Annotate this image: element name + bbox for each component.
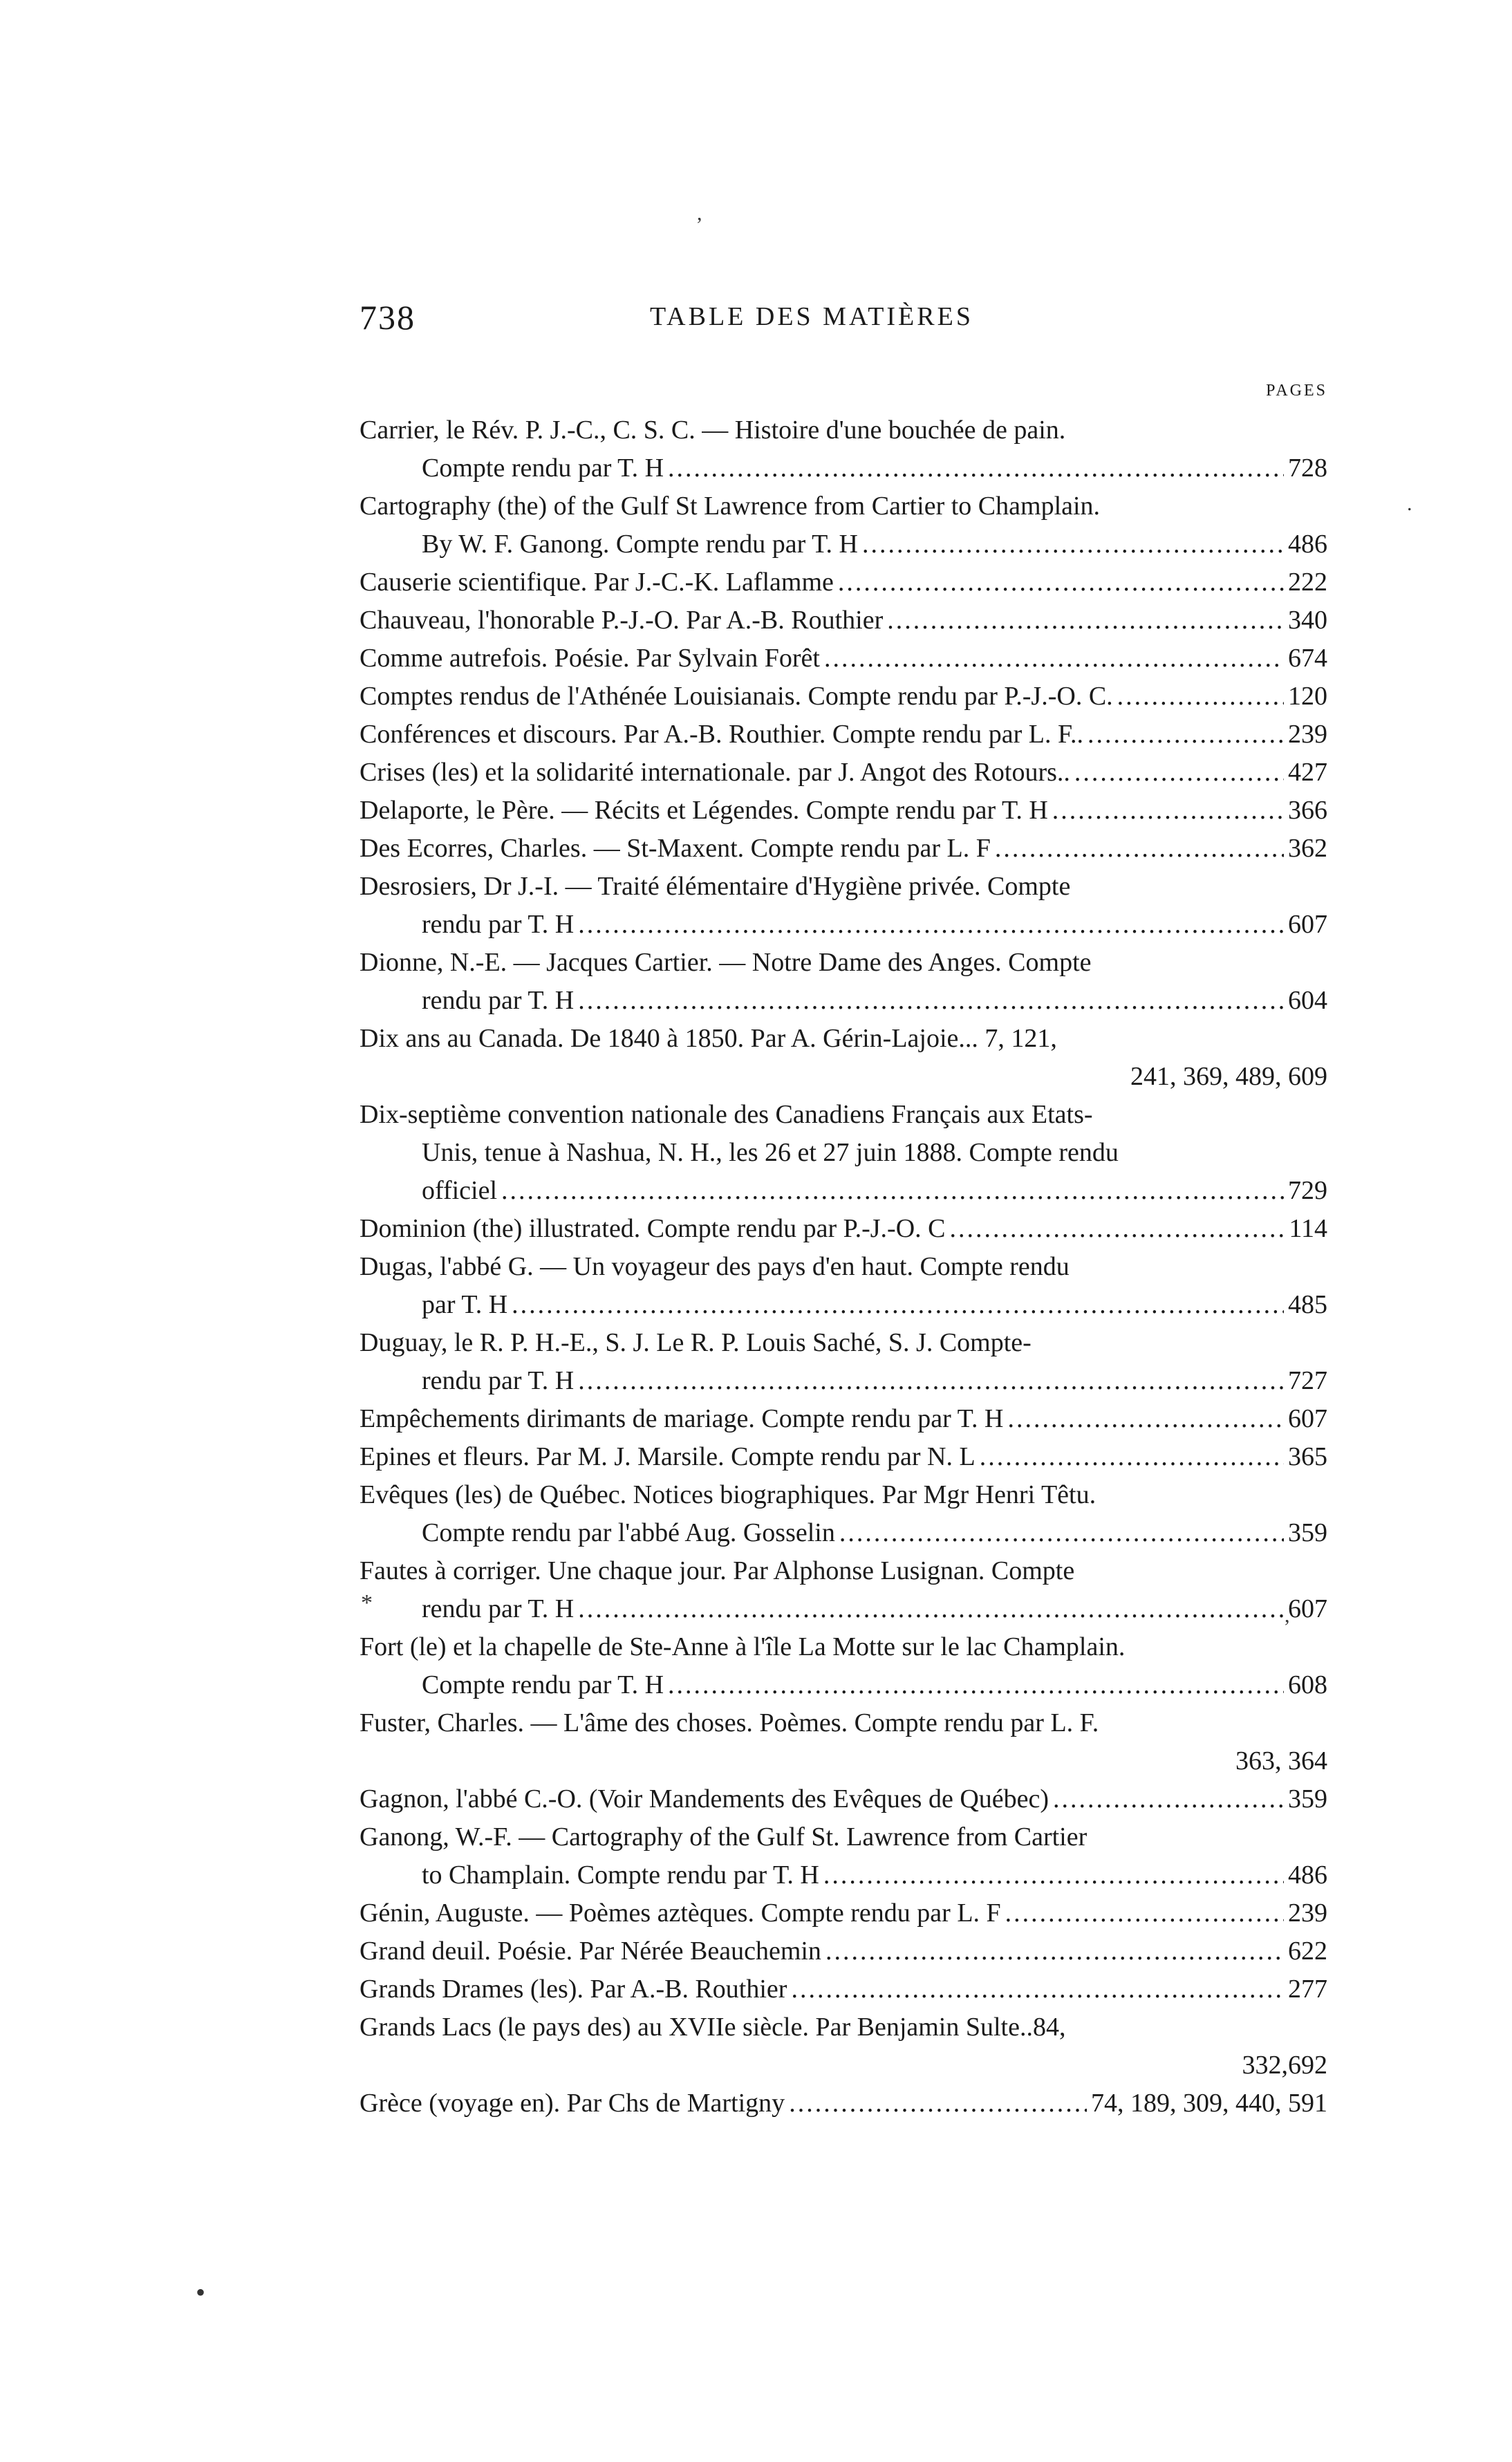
toc-entry-text: Des Ecorres, Charles. — St-Maxent. Compte rendu par L. F xyxy=(360,834,991,863)
toc-entry-line xyxy=(360,1172,1327,1210)
toc-entry xyxy=(360,1324,1327,1400)
toc-entry xyxy=(360,411,1327,487)
dot-leader xyxy=(578,1590,1284,1628)
toc-entry-line xyxy=(360,1096,1327,1134)
toc-page-number: 729 xyxy=(1288,1176,1327,1205)
toc-entry xyxy=(360,1894,1327,1932)
toc-entry-text: Chauveau, l'honorable P.-J.-O. Par A.-B. Routhier xyxy=(360,606,884,635)
toc-entry-line xyxy=(360,868,1327,906)
toc-page-number: 607 xyxy=(1288,1404,1327,1433)
dot-leader xyxy=(1005,1894,1284,1932)
toc-entry-text: Causerie scientifique. Par J.-C.-K. Laflamme xyxy=(360,568,834,597)
toc-entry-line xyxy=(360,1400,1327,1438)
toc-entry-text: Compte rendu par T. H xyxy=(422,1670,664,1699)
toc-entry-text: 363, 364 xyxy=(1235,1746,1327,1775)
toc-entry-line xyxy=(360,601,1327,640)
toc-entry-text: to Champlain. Compte rendu par T. H xyxy=(422,1861,819,1890)
toc-entry xyxy=(360,716,1327,754)
page-header xyxy=(360,297,1327,400)
toc-page-number: 362 xyxy=(1288,834,1327,863)
dot-leader xyxy=(1007,1400,1284,1438)
toc-page-number: 366 xyxy=(1288,796,1327,825)
toc-page-number: 485 xyxy=(1288,1290,1327,1319)
toc-entry-text: Ganong, W.-F. — Cartography of the Gulf St. Lawrence from Cartier xyxy=(360,1822,1088,1852)
toc-entry-text: Evêques (les) de Québec. Notices biographiques. Par Mgr Henri Têtu. xyxy=(360,1480,1096,1509)
toc-entry-text: Comme autrefois. Poésie. Par Sylvain Forêt xyxy=(360,644,820,673)
toc-entry xyxy=(360,1210,1327,1248)
toc-entry xyxy=(360,1248,1327,1324)
toc-entry xyxy=(360,792,1327,830)
toc-page-number: 486 xyxy=(1288,530,1327,559)
dot-leader xyxy=(578,982,1284,1020)
toc-entry xyxy=(360,1020,1327,1096)
toc-page-number: 74, 189, 309, 440, 591 xyxy=(1091,2089,1327,2118)
toc-entry-line xyxy=(360,830,1327,868)
toc-entry-text: rendu par T. H xyxy=(422,1594,575,1623)
dot-leader xyxy=(789,2085,1087,2123)
toc-entry-line xyxy=(360,563,1327,601)
toc-page-number: 608 xyxy=(1288,1670,1327,1699)
toc-entry-text: Epines et fleurs. Par M. J. Marsile. Compte rendu par N. L xyxy=(360,1442,976,1471)
toc-entry-text: Dominion (the) illustrated. Compte rendu par P.-J.-O. C xyxy=(360,1214,946,1243)
toc-entry xyxy=(360,1970,1327,2008)
toc-entry-line xyxy=(360,1362,1327,1400)
toc-entry-text: Dix ans au Canada. De 1840 à 1850. Par A. Gérin-Lajoie... 7, 121, xyxy=(360,1024,1057,1053)
toc-entry-line xyxy=(360,982,1327,1020)
toc-entry-line xyxy=(360,1932,1327,1970)
toc-entry-line xyxy=(360,1590,1327,1628)
toc-entry-line xyxy=(360,1742,1327,1780)
toc-entry-text: rendu par T. H xyxy=(422,910,575,939)
toc-page-number: 239 xyxy=(1288,1899,1327,1928)
toc-entry xyxy=(360,1932,1327,1970)
toc-page-number: 120 xyxy=(1288,682,1327,711)
margin-speck: • xyxy=(196,2277,206,2308)
toc-entry-text: Desrosiers, Dr J.-I. — Traité élémentaire d'Hygiène privée. Compte xyxy=(360,872,1071,901)
toc-entry xyxy=(360,2008,1327,2085)
toc-entry xyxy=(360,563,1327,601)
toc-entry-text: par T. H xyxy=(422,1290,508,1319)
toc-entry-text: By W. F. Ganong. Compte rendu par T. H xyxy=(422,530,858,559)
toc-page-number: 486 xyxy=(1288,1861,1327,1890)
toc-page-number: 114 xyxy=(1289,1214,1327,1243)
toc-entry-line xyxy=(360,525,1327,563)
toc-entry-line xyxy=(360,944,1327,982)
toc-entry xyxy=(360,754,1327,792)
toc-entry-line xyxy=(360,1856,1327,1894)
toc-page-number: 727 xyxy=(1288,1366,1327,1395)
toc-entry-line xyxy=(360,640,1327,678)
toc-entry-text: Grands Drames (les). Par A.-B. Routhier xyxy=(360,1975,787,2004)
toc-entry xyxy=(360,944,1327,1020)
dot-leader xyxy=(838,563,1284,601)
toc-entry xyxy=(360,1628,1327,1704)
toc-entry xyxy=(360,1400,1327,1438)
toc-entry xyxy=(360,1704,1327,1780)
toc-entry-text: Génin, Auguste. — Poèmes aztèques. Compte rendu par L. F xyxy=(360,1899,1001,1928)
dot-leader xyxy=(980,1438,1284,1476)
toc-entry-text: Cartography (the) of the Gulf St Lawrence from Cartier to Champlain. xyxy=(360,492,1101,521)
toc-entry-line xyxy=(360,1134,1327,1172)
dot-leader xyxy=(1088,716,1284,754)
toc-entry-line xyxy=(360,906,1327,944)
toc-entry-text: Delaporte, le Père. — Récits et Légendes. Compte rendu par T. H xyxy=(360,796,1048,825)
toc-entry-text: officiel xyxy=(422,1176,498,1205)
page-number: 738 xyxy=(360,298,416,337)
dot-leader xyxy=(1052,792,1284,830)
toc-entry xyxy=(360,830,1327,868)
toc-page-number: 340 xyxy=(1288,606,1327,635)
table-of-contents xyxy=(360,411,1327,2123)
toc-entry-line xyxy=(360,1818,1327,1856)
toc-entry xyxy=(360,487,1327,563)
toc-entry-line xyxy=(360,411,1327,449)
toc-entry-text: Grand deuil. Poésie. Par Nérée Beauchemin xyxy=(360,1937,821,1966)
toc-entry-text: Comptes rendus de l'Athénée Louisianais. Compte rendu par P.-J.-O. C. xyxy=(360,682,1113,711)
dot-leader xyxy=(1074,754,1284,792)
toc-entry xyxy=(360,1438,1327,1476)
toc-page-number: 622 xyxy=(1288,1937,1327,1966)
dot-leader xyxy=(1053,1780,1284,1818)
dot-leader xyxy=(995,830,1284,868)
toc-entry-text: Carrier, le Rév. P. J.-C., C. S. C. — Histoire d'une bouchée de pain. xyxy=(360,416,1066,445)
toc-page-number: 359 xyxy=(1288,1518,1327,1547)
dot-leader xyxy=(950,1210,1285,1248)
pages-column-label: PAGES xyxy=(1266,382,1327,400)
toc-entry-line xyxy=(360,1628,1327,1666)
toc-page-number: 427 xyxy=(1288,758,1327,787)
toc-entry-line xyxy=(360,1552,1327,1590)
toc-entry xyxy=(360,678,1327,716)
toc-entry-text: Empêchements dirimants de mariage. Compte rendu par T. H xyxy=(360,1404,1004,1433)
toc-entry-line xyxy=(360,1780,1327,1818)
dot-leader xyxy=(791,1970,1284,2008)
dot-leader xyxy=(1117,678,1284,716)
toc-page-number: 365 xyxy=(1288,1442,1327,1471)
toc-page-number: 239 xyxy=(1288,720,1327,749)
toc-page-number: 607 xyxy=(1288,1594,1327,1623)
toc-page-number: 674 xyxy=(1288,644,1327,673)
toc-entry-line xyxy=(360,1058,1327,1096)
toc-entry-text: Compte rendu par T. H xyxy=(422,454,664,483)
asterisk-mark: * xyxy=(361,1590,373,1616)
dot-leader xyxy=(668,1666,1284,1704)
toc-entry-line xyxy=(360,1248,1327,1286)
toc-entry xyxy=(360,640,1327,678)
toc-page-number: 222 xyxy=(1288,568,1327,597)
running-title: TABLE DES MATIÈRES xyxy=(650,302,973,331)
toc-entry-text: 332,692 xyxy=(1242,2051,1327,2080)
toc-entry-text: Crises (les) et la solidarité internationale. par J. Angot des Rotours.. xyxy=(360,758,1070,787)
toc-entry-text: Grands Lacs (le pays des) au XVIIe siècle. Par Benjamin Sulte..84, xyxy=(360,2013,1066,2042)
toc-entry-text: Dix-septième convention nationale des Canadiens Français aux Etats- xyxy=(360,1100,1093,1129)
dot-leader xyxy=(823,1856,1284,1894)
margin-speck: , xyxy=(697,202,702,225)
toc-entry-line xyxy=(360,1666,1327,1704)
toc-entry-line xyxy=(360,716,1327,754)
toc-entry-text: Dugas, l'abbé G. — Un voyageur des pays d'en haut. Compte rendu xyxy=(360,1252,1070,1281)
toc-entry xyxy=(360,1552,1327,1628)
toc-entry-text: Compte rendu par l'abbé Aug. Gosselin xyxy=(422,1518,835,1547)
dot-leader xyxy=(839,1514,1284,1552)
margin-speck: . xyxy=(1407,492,1412,515)
toc-entry-line xyxy=(360,1894,1327,1932)
toc-entry-text: Unis, tenue à Nashua, N. H., les 26 et 27 juin 1888. Compte rendu xyxy=(422,1138,1119,1167)
toc-page-number: 277 xyxy=(1288,1975,1327,2004)
margin-speck: , xyxy=(1285,1604,1290,1627)
toc-entry-line xyxy=(360,1476,1327,1514)
toc-entry-line xyxy=(360,1704,1327,1742)
toc-entry-line xyxy=(360,487,1327,525)
toc-entry-line xyxy=(360,1210,1327,1248)
toc-entry-line xyxy=(360,1970,1327,2008)
toc-entry-line xyxy=(360,449,1327,487)
toc-entry-text: Fort (le) et la chapelle de Ste-Anne à l'île La Motte sur le lac Champlain. xyxy=(360,1632,1126,1661)
dot-leader xyxy=(824,640,1284,678)
toc-entry-line xyxy=(360,792,1327,830)
toc-entry-text: Fautes à corriger. Une chaque jour. Par Alphonse Lusignan. Compte xyxy=(360,1556,1075,1585)
dot-leader xyxy=(578,906,1284,944)
dot-leader xyxy=(668,449,1284,487)
toc-entry-line xyxy=(360,1286,1327,1324)
toc-entry-line xyxy=(360,1324,1327,1362)
dot-leader xyxy=(887,601,1284,640)
toc-entry-text: rendu par T. H xyxy=(422,1366,575,1395)
dot-leader xyxy=(501,1172,1284,1210)
dot-leader xyxy=(512,1286,1284,1324)
dot-leader xyxy=(825,1932,1284,1970)
toc-entry-line xyxy=(360,754,1327,792)
toc-entry-text: Grèce (voyage en). Par Chs de Martigny xyxy=(360,2089,785,2118)
dot-leader xyxy=(578,1362,1284,1400)
toc-entry xyxy=(360,1780,1327,1818)
toc-entry xyxy=(360,1818,1327,1894)
toc-entry-text: Gagnon, l'abbé C.-O. (Voir Mandements des Evêques de Québec) xyxy=(360,1784,1049,1813)
toc-entry-text: Fuster, Charles. — L'âme des choses. Poèmes. Compte rendu par L. F. xyxy=(360,1708,1099,1737)
toc-entry-line xyxy=(360,2008,1327,2046)
toc-page-number: 607 xyxy=(1288,910,1327,939)
toc-entry xyxy=(360,601,1327,640)
toc-entry-text: Duguay, le R. P. H.-E., S. J. Le R. P. Louis Saché, S. J. Compte- xyxy=(360,1328,1032,1357)
toc-entry-line xyxy=(360,1438,1327,1476)
toc-entry-line xyxy=(360,678,1327,716)
toc-entry-text: Dionne, N.-E. — Jacques Cartier. — Notre Dame des Anges. Compte xyxy=(360,948,1092,977)
toc-page-number: 604 xyxy=(1288,986,1327,1015)
toc-entry-line xyxy=(360,2046,1327,2085)
dot-leader xyxy=(862,525,1284,563)
toc-page-number: 359 xyxy=(1288,1784,1327,1813)
toc-entry-line xyxy=(360,1514,1327,1552)
toc-page-number: 728 xyxy=(1288,454,1327,483)
toc-entry xyxy=(360,1476,1327,1552)
toc-entry xyxy=(360,2085,1327,2123)
toc-entry xyxy=(360,868,1327,944)
toc-entry-line xyxy=(360,1020,1327,1058)
toc-entry-text: Conférences et discours. Par A.-B. Routhier. Compte rendu par L. F.. xyxy=(360,720,1084,749)
toc-entry-line xyxy=(360,2085,1327,2123)
toc-entry-text: 241, 369, 489, 609 xyxy=(1130,1062,1327,1091)
toc-entry-text: rendu par T. H xyxy=(422,986,575,1015)
toc-entry xyxy=(360,1096,1327,1210)
